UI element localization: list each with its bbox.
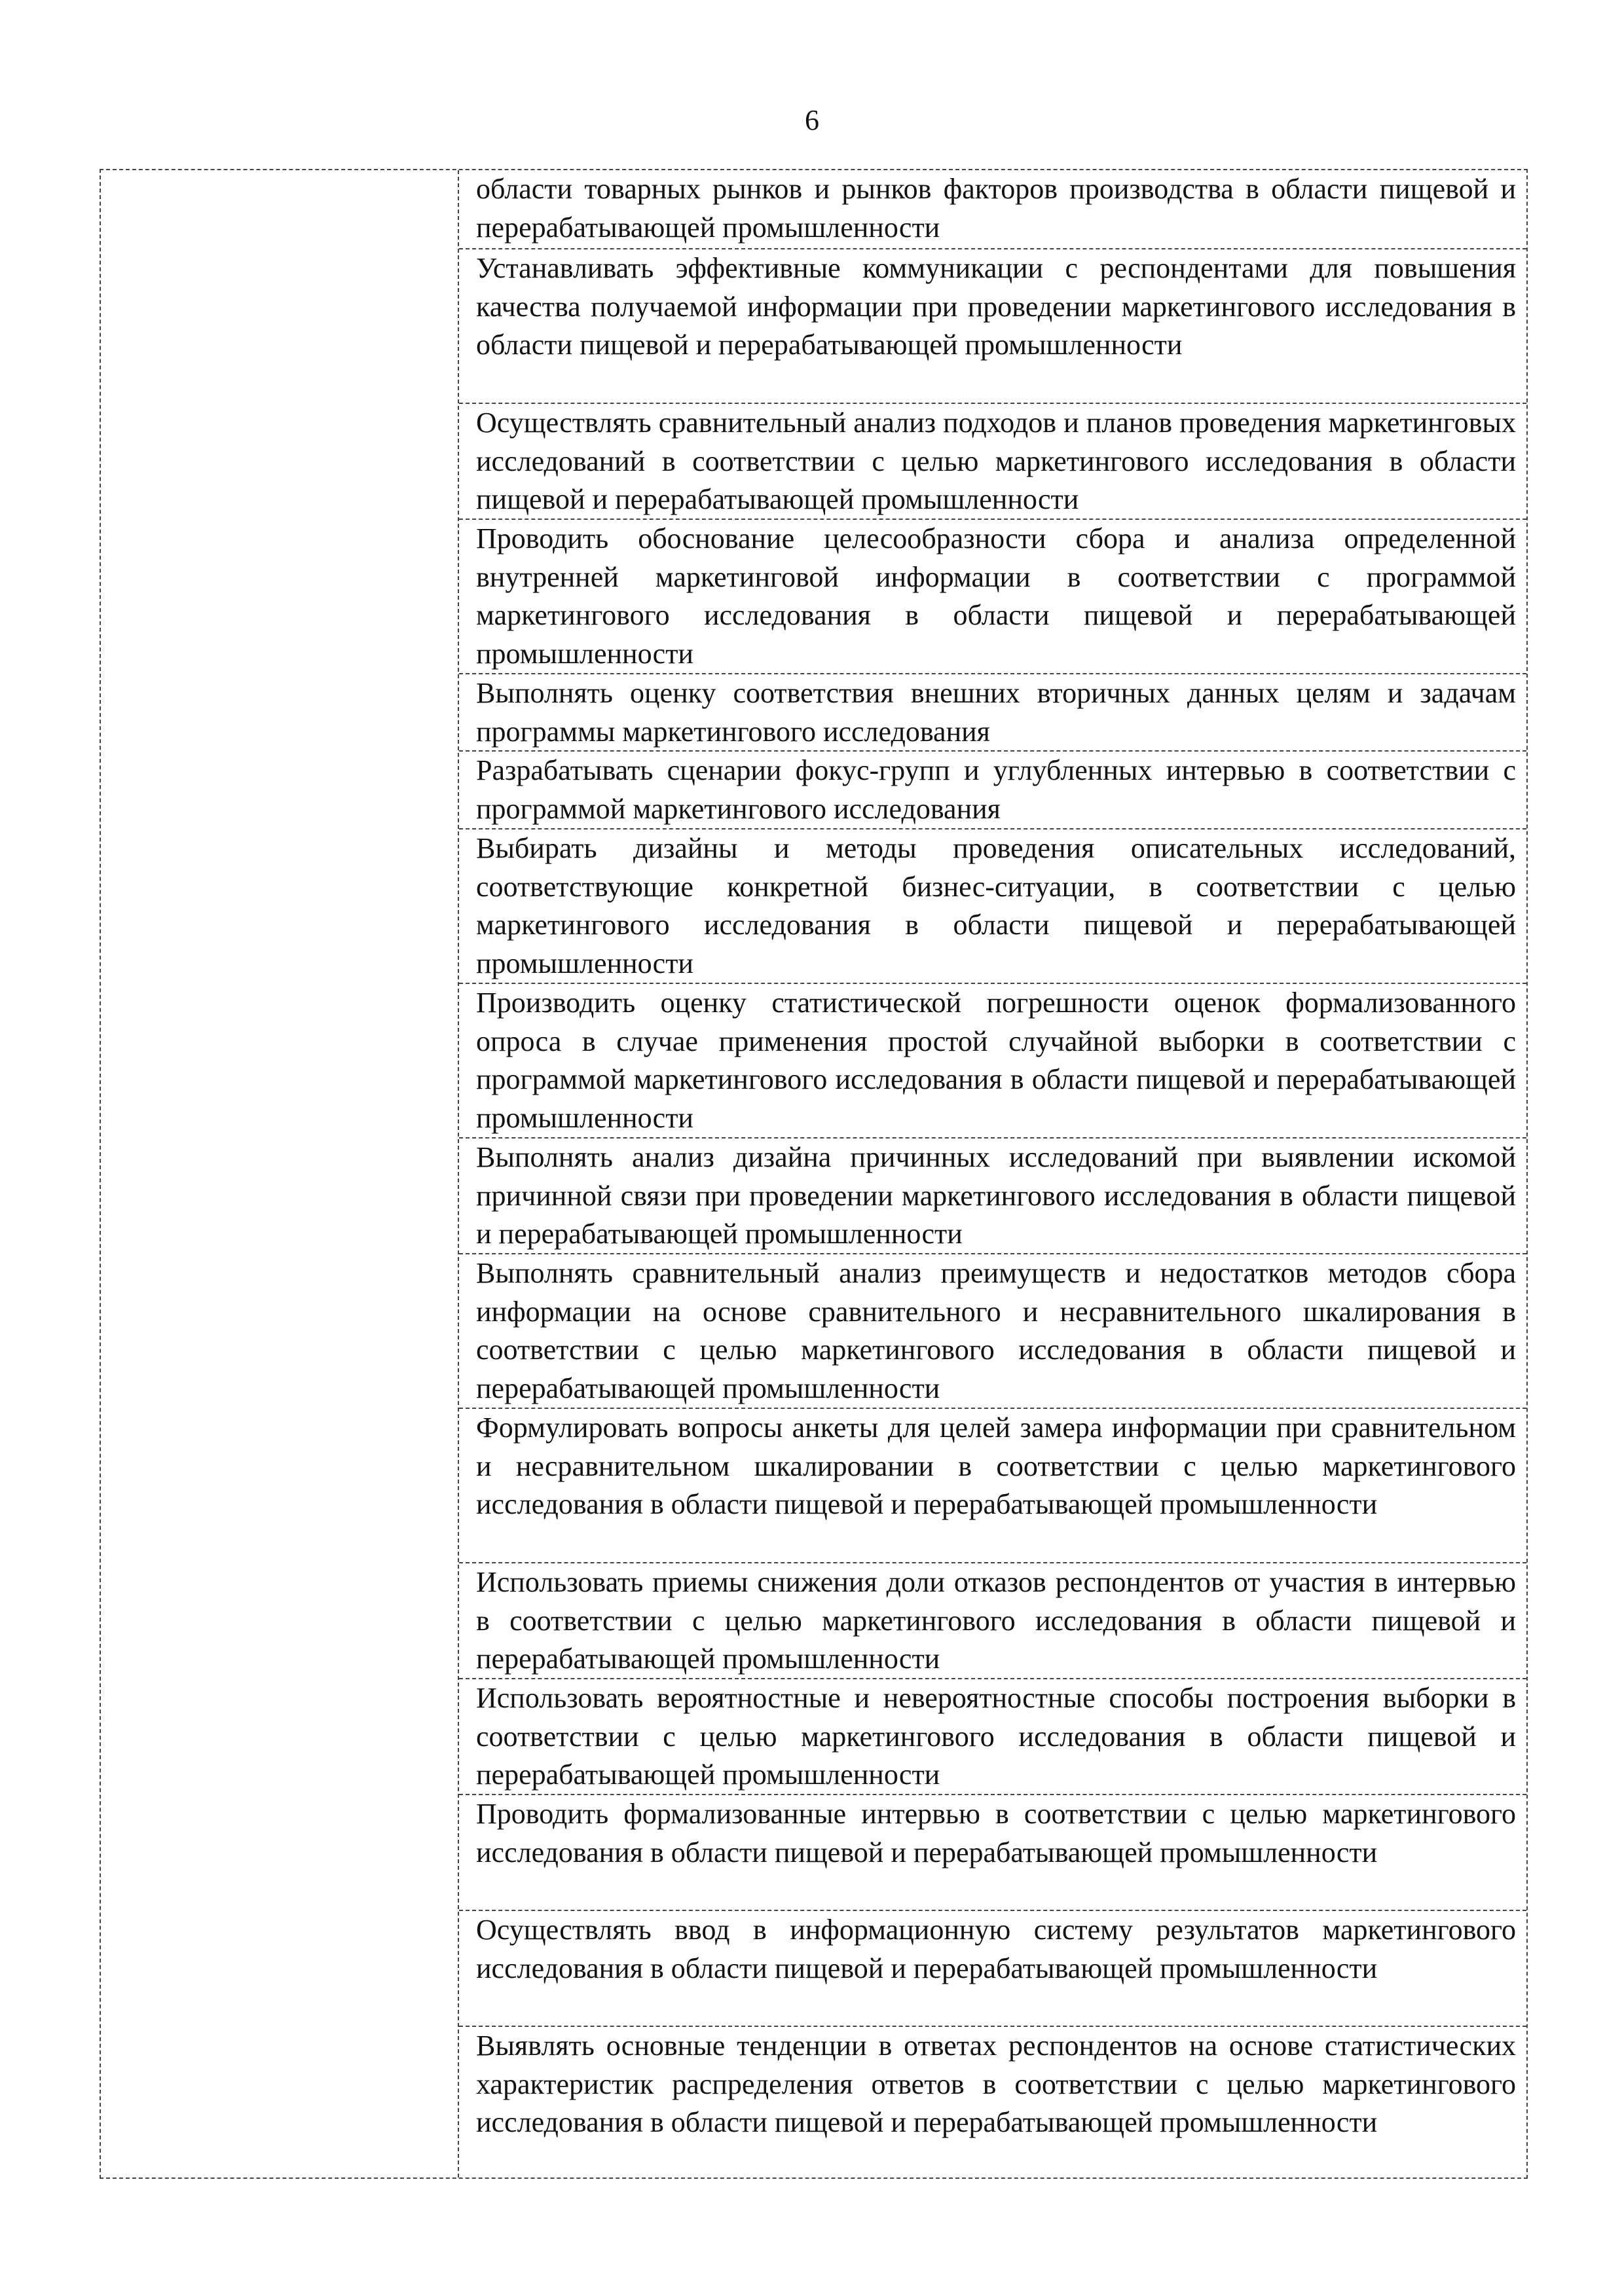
table-row: Использовать приемы снижения доли отказов респондентов от участия в интервью в соответствии с целью маркетингового исследования в области пищевой и перерабатывающей промышленности [459, 1562, 1526, 1678]
table-row: Выявлять основные тенденции в ответах респондентов на основе статистических характеристик распределения ответов в соответствии с целью маркетингового исследования в области пищевой и перерабатывающей промышленности [459, 2026, 1526, 2180]
table-row: Производить оценку статистической погрешности оценок формализованного опроса в случае применения простой случайной выборки в соответствии с программой маркетингового исследования в области пищевой и перерабатывающей промышленности [459, 983, 1526, 1137]
table-row: Выполнять сравнительный анализ преимуществ и недостатков методов сбора информации на основе сравнительного и несравнительного шкалирования в соответствии с целью маркетингового исследования в области пищевой и перерабатывающей промышленности [459, 1253, 1526, 1408]
table-row: Выбирать дизайны и методы проведения описательных исследований, соответствующие конкретной бизнес-ситуации, в соответствии с целью маркетингового исследования в области пищевой и перерабатывающей промышленности [459, 828, 1526, 983]
table-left-column [101, 170, 459, 2178]
table-right-column [459, 170, 1526, 2178]
table-row: Устанавливать эффективные коммуникации с респондентами для повышения качества получаемой информации при проведении маркетингового исследования в области пищевой и перерабатывающей промышленности [459, 248, 1526, 403]
table-row: Осуществлять сравнительный анализ подходов и планов проведения маркетинговых исследований в соответствии с целью маркетингового исследования в области пищевой и перерабатывающей промышленности [459, 403, 1526, 519]
skills-table [100, 169, 1528, 2179]
table-row: Проводить обоснование целесообразности сбора и анализа определенной внутренней маркетинговой информации в соответствии с программой маркетингового исследования в области пищевой и перерабатывающей промышленности [459, 519, 1526, 673]
table-row: Выполнять оценку соответствия внешних вторичных данных целям и задачам программы маркетингового исследования [459, 673, 1526, 750]
table-row: Формулировать вопросы анкеты для целей замера информации при сравнительном и несравнительном шкалировании в соответствии с целью маркетингового исследования в области пищевой и перерабатывающей промышленности [459, 1408, 1526, 1562]
page-number: 6 [805, 104, 819, 136]
table-row: области товарных рынков и рынков факторов производства в области пищевой и перерабатывающей промышленности [476, 173, 1516, 244]
table-row: Проводить формализованные интервью в соответствии с целью маркетингового исследования в области пищевой и перерабатывающей промышленности [459, 1794, 1526, 1910]
table-row: Использовать вероятностные и невероятностные способы построения выборки в соответствии с целью маркетингового исследования в области пищевой и перерабатывающей промышленности [459, 1678, 1526, 1794]
table-row: Осуществлять ввод в информационную систему результатов маркетингового исследования в области пищевой и перерабатывающей промышленности [459, 1910, 1526, 2026]
table-row: Разрабатывать сценарии фокус-групп и углубленных интервью в соответствии с программой маркетингового исследования [459, 750, 1526, 828]
table-row: Выполнять анализ дизайна причинных исследований при выявлении искомой причинной связи при проведении маркетингового исследования в области пищевой и перерабатывающей промышленности [459, 1137, 1526, 1253]
